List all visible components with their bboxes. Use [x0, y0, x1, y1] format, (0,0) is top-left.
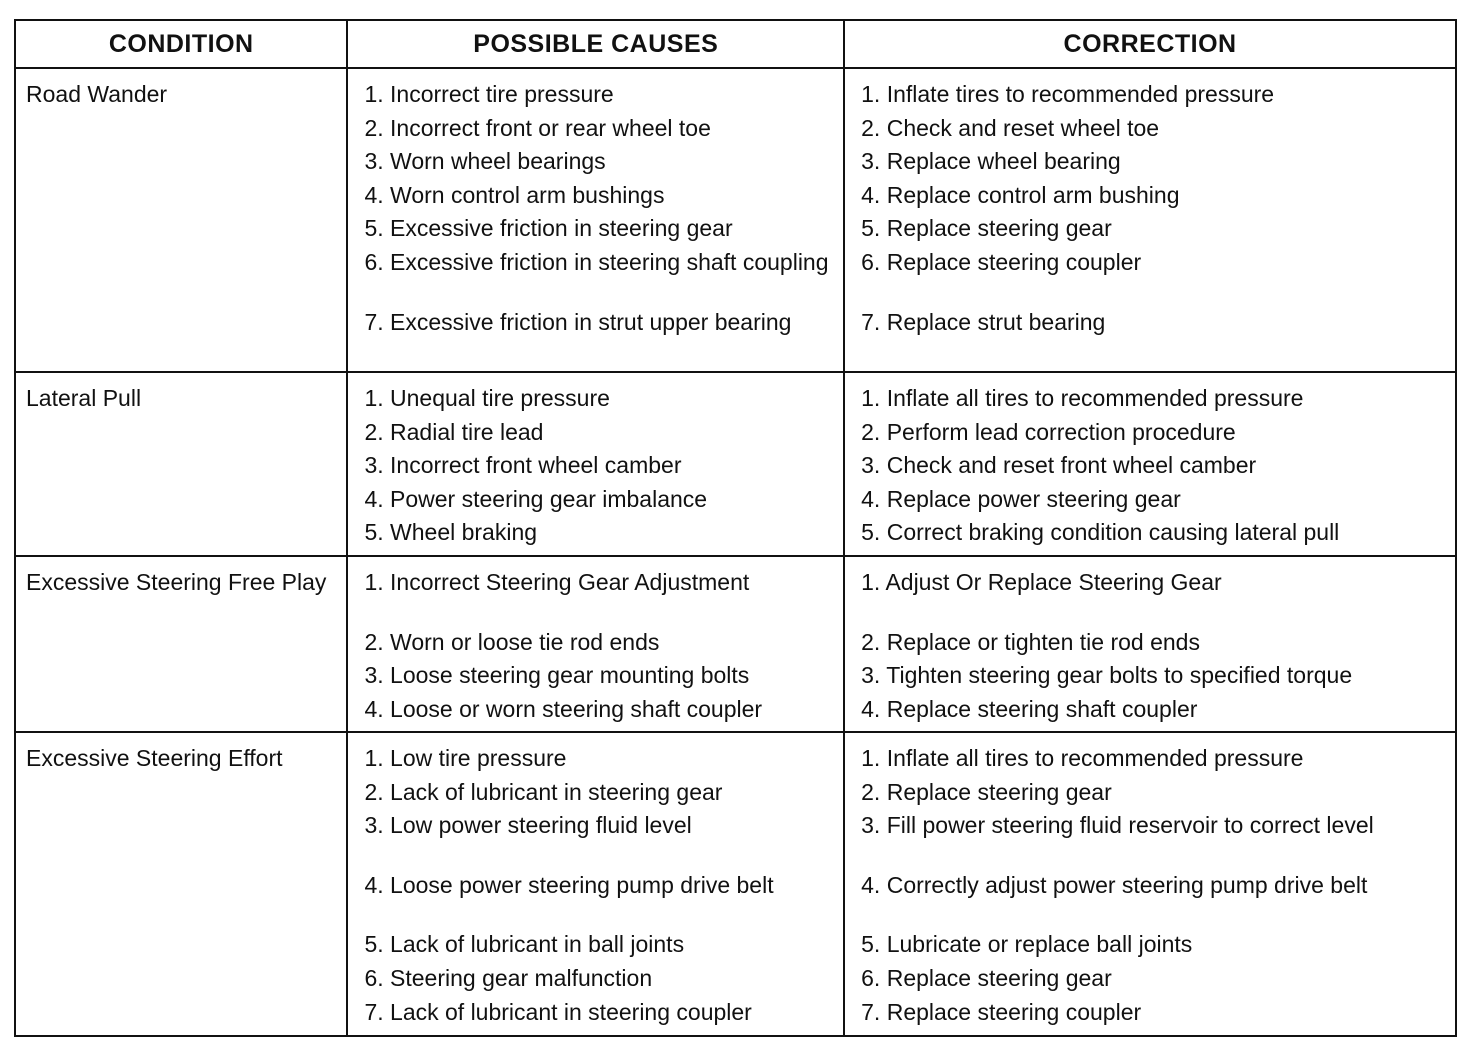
- cause-item: 4. Loose or worn steering shaft coupler: [364, 695, 763, 722]
- table-row: [15, 556, 1456, 732]
- cause-item: 2. Incorrect front or rear wheel toe: [364, 114, 711, 141]
- header-possible-causes: POSSIBLE CAUSES: [347, 20, 844, 68]
- cause-item: 3. Loose steering gear mounting bolts: [364, 662, 750, 689]
- condition-cell: Lateral Pull: [15, 372, 347, 556]
- condition-cell: Road Wander: [15, 68, 347, 372]
- correction-item: 1. Inflate tires to recommended pressure: [861, 81, 1275, 107]
- cause-item: 2. Lack of lubricant in steering gear: [364, 778, 723, 805]
- causes-cell: [347, 732, 844, 1036]
- cause-item: 4. Power steering gear imbalance: [364, 485, 708, 512]
- correction-item: 4. Replace control arm bushing: [861, 181, 1180, 208]
- correction-item: 5. Lubricate or replace ball joints: [861, 931, 1193, 958]
- header-condition: CONDITION: [15, 20, 347, 68]
- cause-item: 4. Worn control arm bushings: [364, 181, 665, 208]
- header-correction: CORRECTION: [844, 20, 1456, 68]
- table-row: [15, 732, 1456, 1036]
- causes-cell: [347, 556, 844, 732]
- correction-cell: [844, 68, 1456, 372]
- correction-item: 6. Replace steering coupler: [861, 248, 1142, 275]
- correction-cell: [844, 556, 1456, 732]
- correction-item: 3. Tighten steering gear bolts to specified torque: [861, 662, 1353, 689]
- condition-cell: Excessive Steering Effort: [15, 732, 347, 1036]
- table-row: [15, 372, 1456, 556]
- cause-item: 2. Radial tire lead: [364, 418, 544, 445]
- cause-item: 1. Incorrect tire pressure: [364, 81, 614, 107]
- correction-item: 2. Replace steering gear: [861, 778, 1112, 805]
- cause-item: 5. Excessive friction in steering gear: [364, 215, 733, 242]
- correction-item: 4. Replace steering shaft coupler: [861, 695, 1198, 722]
- header-row: [15, 20, 1456, 68]
- cause-item: 1. Incorrect Steering Gear Adjustment: [364, 569, 750, 595]
- correction-item: 3. Check and reset front wheel camber: [861, 452, 1257, 479]
- correction-item: 3. Replace wheel bearing: [861, 148, 1121, 175]
- correction-item: 4. Replace power steering gear: [861, 485, 1181, 512]
- diagnosis-table: [14, 19, 1457, 1037]
- correction-item: 2. Perform lead correction procedure: [861, 418, 1236, 445]
- cause-item: 6. Steering gear malfunction: [364, 964, 653, 991]
- causes-cell: [347, 372, 844, 556]
- correction-item: 6. Replace steering gear: [861, 964, 1112, 991]
- table-body: [15, 68, 1456, 1036]
- causes-cell: [347, 68, 844, 372]
- correction-item: 1. Adjust Or Replace Steering Gear: [861, 569, 1222, 595]
- condition-cell: Excessive Steering Free Play: [15, 556, 347, 732]
- correction-item: 7. Replace steering coupler: [861, 998, 1142, 1025]
- correction-cell: [844, 732, 1456, 1036]
- correction-item: 2. Replace or tighten tie rod ends: [861, 628, 1200, 655]
- cause-item: 3. Low power steering fluid level: [364, 812, 692, 839]
- cause-item: 2. Worn or loose tie rod ends: [364, 628, 660, 655]
- cause-item: 4. Loose power steering pump drive belt: [364, 871, 774, 898]
- correction-item: 7. Replace strut bearing: [861, 308, 1106, 335]
- correction-item: 2. Check and reset wheel toe: [861, 114, 1160, 141]
- table-row: [15, 68, 1456, 372]
- cause-item: 5. Wheel braking: [364, 519, 538, 546]
- correction-item: 1. Inflate all tires to recommended pressure: [861, 745, 1304, 771]
- cause-item: 1. Low tire pressure: [364, 745, 567, 771]
- cause-item: 1. Unequal tire pressure: [364, 385, 610, 411]
- cause-item: 3. Incorrect front wheel camber: [364, 452, 682, 479]
- cause-item: 3. Worn wheel bearings: [364, 148, 606, 175]
- cause-item: 7. Excessive friction in strut upper bearing: [364, 308, 792, 335]
- table-header: [15, 20, 1456, 68]
- cause-item: 7. Lack of lubricant in steering coupler: [364, 998, 752, 1025]
- correction-item: 3. Fill power steering fluid reservoir to correct level: [861, 812, 1374, 839]
- correction-item: 5. Replace steering gear: [861, 215, 1112, 242]
- cause-item: 5. Lack of lubricant in ball joints: [364, 931, 685, 958]
- correction-item: 4. Correctly adjust power steering pump drive belt: [861, 871, 1368, 898]
- correction-item: 1. Inflate all tires to recommended pressure: [861, 385, 1304, 411]
- correction-item: 5. Correct braking condition causing lateral pull: [861, 519, 1340, 546]
- correction-cell: [844, 372, 1456, 556]
- cause-item: 6. Excessive friction in steering shaft coupling: [364, 248, 829, 275]
